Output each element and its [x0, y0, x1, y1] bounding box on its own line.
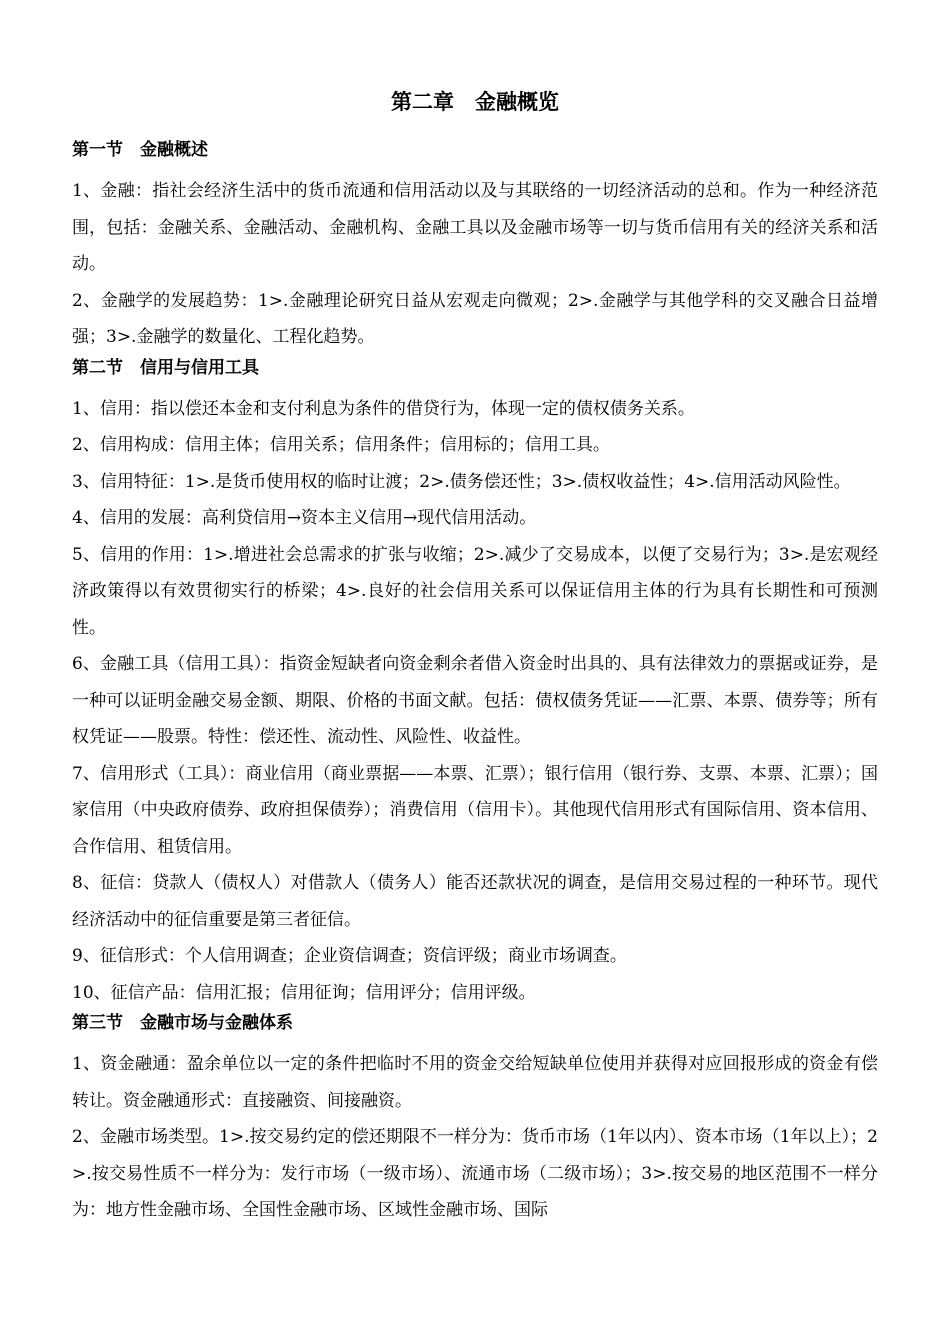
paragraph: 7、信用形式（工具）：商业信用（商业票据——本票、汇票）；银行信用（银行券、支票、本票、汇票）；国家信用（中央政府债券、政府担保债券）；消费信用（信用卡）。其他现代信用形式有国际信用、资本信用、合作信用、租赁信用。	[72, 763, 878, 857]
paragraph: 3、信用特征：1>.是货币使用权的临时让渡；2>.债务偿还性；3>.债权收益性；4>.信用活动风险性。	[72, 471, 851, 492]
section-2	[72, 356, 878, 1012]
section-3	[72, 1011, 878, 1229]
paragraph: 5、信用的作用：1>.增进社会总需求的扩张与收缩；2>.减少了交易成本，以便了交易行为；3>.是宏观经济政策得以有效贯彻实行的桥梁；4>.良好的社会信用关系可以保证信用主体的行为具有长期性和可预测性。	[72, 544, 878, 638]
section-heading: 第三节 金融市场与金融体系	[72, 1013, 293, 1033]
paragraph: 8、征信：贷款人（债权人）对借款人（债务人）能否还款状况的调查，是信用交易过程的一种环节。现代经济活动中的征信重要是第三者征信。	[72, 873, 878, 930]
paragraph: 2、信用构成：信用主体；信用关系；信用条件；信用标的；信用工具。	[72, 435, 610, 455]
paragraph: 9、征信形式：个人信用调查；企业资信调查；资信评级；商业市场调查。	[72, 946, 627, 966]
paragraph: 2、金融学的发展趋势：1>.金融理论研究日益从宏观走向微观；2>.金融学与其他学科的交叉融合日益增强；3>.金融学的数量化、工程化趋势。	[72, 290, 878, 347]
paragraph: 6、金融工具（信用工具）：指资金短缺者向资金剩余者借入资金时出具的、具有法律效力的票据或证券，是一种可以证明金融交易金额、期限、价格的书面文献。包括：债权债务凭证——汇票、本票、债券等；所有权凭证——股票。特性：偿还性、流动性、风险性、收益性。	[72, 654, 878, 747]
section-1	[72, 138, 878, 356]
paragraph: 1、信用：指以偿还本金和支付利息为条件的借贷行为，体现一定的债权债务关系。	[72, 398, 695, 419]
paragraph: 1、资金融通：盈余单位以一定的条件把临时不用的资金交给短缺单位使用并获得对应回报形成的资金有偿转让。资金融通形式：直接融资、间接融资。	[72, 1054, 878, 1111]
paragraph: 1、金融：指社会经济生活中的货币流通和信用活动以及与其联络的一切经济活动的总和。作为一种经济范围，包括：金融关系、金融活动、金融机构、金融工具以及金融市场等一切与货币信用有关的经济关系和活动。	[72, 181, 878, 274]
section-heading: 第一节 金融概述	[72, 140, 208, 160]
section-heading: 第二节 信用与信用工具	[72, 357, 259, 378]
paragraph: 2、金融市场类型。1>.按交易约定的偿还期限不一样分为：货币市场（1年以内）、资本市场（1年以上）；2>.按交易性质不一样分为：发行市场（一级市场）、流通市场（二级市场）；3>.按交易的地区范围不一样分为：地方性金融市场、全国性金融市场、区域性金融市场、国际	[72, 1127, 878, 1220]
paragraph: 10、征信产品：信用汇报；信用征询；信用评分；信用评级。	[72, 982, 536, 1003]
paragraph: 4、信用的发展：高利贷信用→资本主义信用→现代信用活动。	[72, 508, 537, 528]
chapter-title: 第二章 金融概览	[391, 90, 559, 114]
